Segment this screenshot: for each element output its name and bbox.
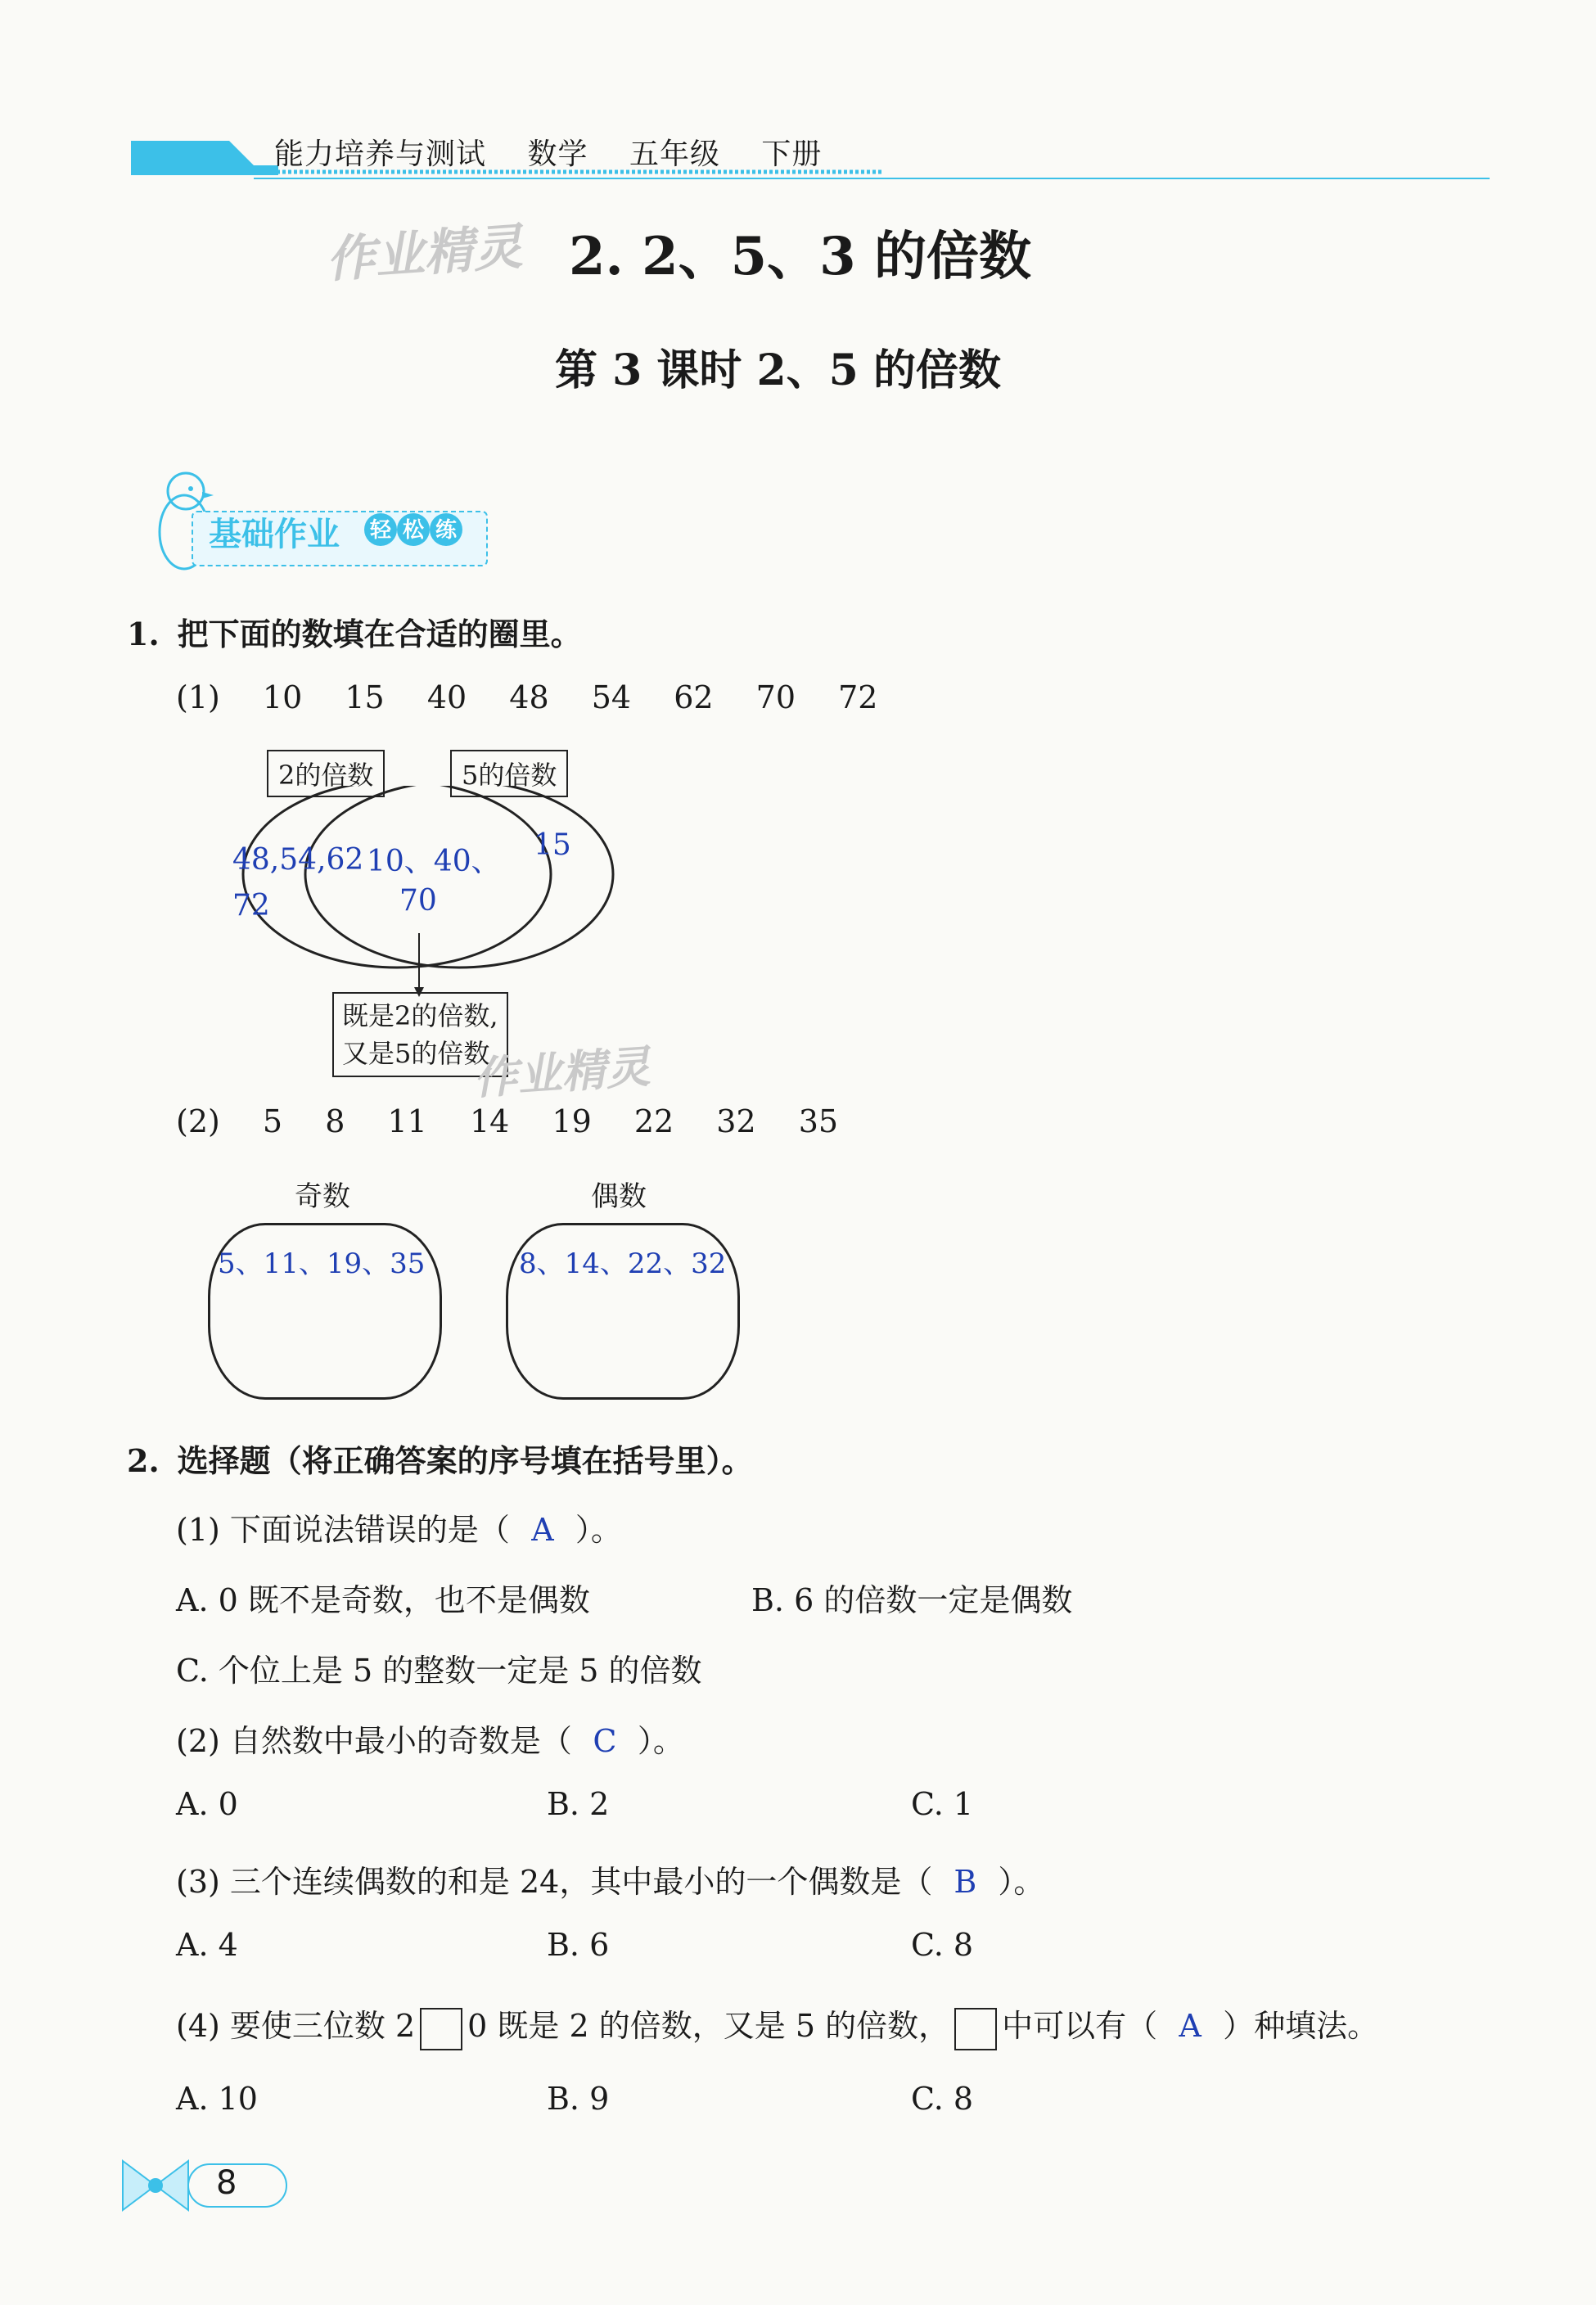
venn-middle-answer-1: 10、40、 [367,845,501,878]
q1p1-num: 70 [755,679,796,715]
q2-item1-stem: (1) 下面说法错误的是（ A ）。 [176,1512,622,1548]
badge-circle-1: 轻 [369,518,391,543]
q1-text: 把下面的数填在合适的圈里。 [177,616,582,652]
q2-item3-answer: B [954,1864,977,1900]
q2-item2-option-b: B. 2 [547,1786,610,1822]
header-volume: 下册 [761,138,823,171]
q1-part1-numbers [176,679,910,715]
lesson-subtitle: 第 3 课时 2、5 的倍数 [555,345,1001,395]
q1p2-num: 5 [262,1103,283,1139]
q1p1-num: 40 [426,679,467,715]
q1-number: 1. [127,616,160,652]
q1p2-num: 32 [716,1103,756,1139]
even-label: 偶数 [591,1180,647,1213]
venn-right-answer: 15 [534,828,571,862]
bow-icon [115,2153,295,2218]
q1-heading [127,609,582,654]
q2-item4-option-c: C. 8 [911,2081,974,2117]
blank-square [420,2008,462,2050]
both-label-line1: 既是2的倍数, [342,1000,498,1031]
q1p1-num: 54 [591,679,632,715]
both-label-line2: 又是5的倍数 [342,1038,490,1069]
q1p1-num: 72 [838,679,878,715]
q1p2-num: 14 [469,1103,510,1139]
odd-answer: 5、11、19、35 [218,1247,426,1280]
section-badge [135,462,495,577]
even-answer: 8、14、22、32 [519,1247,727,1280]
q1p2-label: (2) [176,1103,220,1139]
venn-left-answer-1: 48,54,62 [232,843,364,877]
q2-item4-option-a: A. 10 [176,2081,258,2117]
q2-item1-answer: A [531,1512,554,1548]
q1-part2-numbers [176,1103,871,1139]
q2-item2-stem: (2) 自然数中最小的奇数是（ C ）。 [176,1723,684,1759]
header-book: 能力培养与测试 [274,138,487,171]
header-grade: 五年级 [629,138,720,171]
badge-circle-2: 松 [402,518,424,543]
q2-text: 选择题（将正确答案的序号填在括号里）。 [177,1443,753,1479]
q1p2-num: 22 [633,1103,674,1139]
page-footer [115,2153,295,2218]
venn-left-label: 2的倍数 [267,750,385,797]
watermark-top: 作业精灵 [324,218,525,290]
q2-item3-option-a: A. 4 [176,1927,238,1963]
watermark-middle: 作业精灵 [471,1040,652,1105]
q2-item4-option-b: B. 9 [547,2081,610,2117]
header-subject: 数学 [527,138,588,171]
q1p2-num: 19 [552,1103,592,1139]
q2-item1-option-c: C. 个位上是 5 的整数一定是 5 的倍数 [176,1653,702,1689]
q1p2-num: 8 [325,1103,345,1139]
q1p1-num: 62 [674,679,714,715]
q2-item3-stem: (3) 三个连续偶数的和是 24，其中最小的一个偶数是（ B ）。 [176,1864,1045,1900]
venn-left-answer-2: 72 [232,889,270,922]
q1p1-num: 48 [509,679,549,715]
blank-square [954,2008,997,2050]
venn-middle-answer-2: 70 [399,884,437,918]
q2-item3-option-c: C. 8 [911,1927,974,1963]
q1p1-num: 10 [262,679,303,715]
odd-label: 奇数 [295,1180,350,1213]
badge-circle-3: 练 [435,518,457,543]
q2-item3-option-b: B. 6 [547,1927,610,1963]
q2-item2-option-c: C. 1 [911,1786,974,1822]
q2-heading [127,1436,753,1481]
q2-item2-option-a: A. 0 [176,1786,238,1822]
q1p2-num: 35 [798,1103,839,1139]
q2-number: 2. [127,1442,160,1479]
q2-item4-stem: (4) 要使三位数 2 0 既是 2 的倍数，又是 5 的倍数， 中可以有（ A ）种填法。 [176,2001,1378,2050]
header-title [274,131,853,173]
q2-item4-answer: A [1179,2008,1202,2044]
q2-item2-answer: C [593,1723,617,1759]
q2-item1-option-a: A. 0 既不是奇数，也不是偶数 [176,1582,590,1618]
q1p1-num: 15 [345,679,385,715]
page-number: 8 [216,2164,237,2202]
q1p2-num: 11 [387,1103,427,1139]
badge-text: 基础作业 [209,516,340,553]
venn-right-label: 5的倍数 [450,750,568,797]
q1p1-label: (1) [176,679,220,715]
page-title: 2. 2、5、3 的倍数 [569,226,1031,287]
q2-item1-option-b: B. 6 的倍数一定是偶数 [751,1582,1073,1618]
